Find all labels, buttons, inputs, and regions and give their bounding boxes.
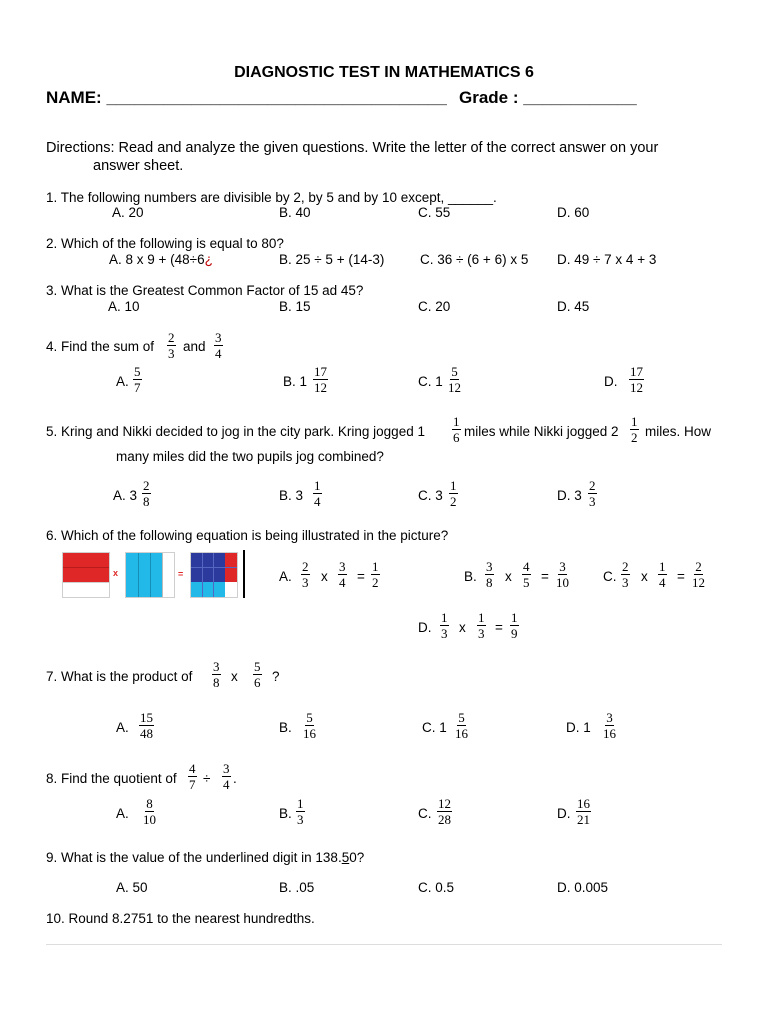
- question-5-choice-d-label: D. 3: [557, 488, 582, 503]
- numerator: 1: [631, 414, 638, 429]
- numerator: 3: [559, 559, 566, 574]
- numerator: 1: [314, 478, 321, 493]
- question-6-choice-c-fraction-3: [692, 560, 705, 589]
- numerator: 3: [223, 761, 230, 776]
- question-2-glitch-mark: ¿: [204, 252, 213, 267]
- question-5-stem-part-3: miles. How: [645, 424, 712, 439]
- denominator: 16: [303, 726, 316, 741]
- denominator: 8: [143, 494, 150, 509]
- numerator: 3: [215, 330, 222, 345]
- question-1-choice-b: B. 40: [279, 205, 311, 220]
- question-6-choice-c-fraction-2: [658, 560, 667, 589]
- question-4-choice-c-label: C. 1: [418, 374, 443, 389]
- question-8-divide: ÷: [203, 771, 211, 786]
- denominator: 21: [577, 812, 590, 827]
- numerator: 1: [372, 559, 379, 574]
- denominator: 3: [168, 346, 175, 361]
- denominator: 2: [372, 575, 379, 590]
- numerator: 2: [302, 559, 309, 574]
- question-8-choice-c-fraction: [437, 797, 452, 826]
- numerator: 5: [306, 710, 313, 725]
- numerator: 3: [339, 559, 346, 574]
- numerator: 3: [213, 659, 220, 674]
- question-9-stem-pre: 9. What is the value of the underlined digit in 138.: [46, 850, 342, 865]
- numerator: 2: [589, 478, 596, 493]
- question-6-choice-b-equals: =: [541, 569, 549, 584]
- denominator: 12: [630, 380, 643, 395]
- question-5-fraction-2: [630, 415, 639, 444]
- denominator: 48: [140, 726, 153, 741]
- question-6-stem: 6. Which of the following equation is being illustrated in the picture?: [46, 528, 449, 543]
- numerator: 2: [168, 330, 175, 345]
- question-3-choice-c: C. 20: [418, 299, 451, 314]
- question-8-choice-a-fraction: [143, 797, 156, 826]
- denominator: 12: [314, 380, 327, 395]
- question-4-choice-a-fraction: [133, 365, 142, 394]
- question-6-choice-d-equals: =: [495, 620, 503, 635]
- numerator: 3: [606, 710, 613, 725]
- question-9-stem-post: 0?: [349, 850, 365, 865]
- question-2-choice-a: [109, 252, 213, 267]
- question-6-choice-c-label: C.: [603, 569, 617, 584]
- numerator: 5: [451, 364, 458, 379]
- denominator: 3: [622, 575, 629, 590]
- question-7-question-mark: ?: [272, 669, 280, 684]
- denominator: 3: [589, 494, 596, 509]
- fraction-model-red-thirds: [62, 552, 110, 598]
- question-6-choice-c-times: x: [641, 569, 648, 584]
- question-5-choice-a-fraction: [142, 479, 151, 508]
- denominator: 4: [339, 575, 346, 590]
- denominator: 3: [302, 575, 309, 590]
- denominator: 8: [486, 575, 493, 590]
- page-title: DIAGNOSTIC TEST IN MATHEMATICS 6: [234, 64, 534, 81]
- question-9-underlined-digit: 5: [341, 850, 350, 865]
- question-2-choice-b: B. 25 ÷ 5 + (14-3): [279, 252, 385, 267]
- denominator: 28: [438, 812, 451, 827]
- grade-field-label: Grade : ____________: [459, 88, 637, 107]
- question-8-choice-c-label: C.: [418, 806, 432, 821]
- numerator: 4: [523, 559, 530, 574]
- numerator: 1: [511, 610, 518, 625]
- question-5-choice-b-label: B. 3: [279, 488, 304, 503]
- question-6-choice-a-equals: =: [357, 569, 365, 584]
- grid-line: [202, 553, 203, 597]
- question-2-choice-d: D. 49 ÷ 7 x 4 + 3: [557, 252, 657, 267]
- question-10-stem: 10. Round 8.2751 to the nearest hundredths.: [46, 911, 315, 926]
- denominator: 5: [523, 575, 530, 590]
- question-2-choice-c: C. 36 ÷ (6 + 6) x 5: [420, 252, 529, 267]
- picture-times-symbol: x: [113, 568, 119, 578]
- denominator: 12: [448, 380, 461, 395]
- numerator: 17: [630, 364, 643, 379]
- question-7-times: x: [231, 669, 238, 684]
- question-6-choice-a-label: A.: [279, 569, 292, 584]
- question-6-choice-a-times: x: [321, 569, 328, 584]
- grid-line: [150, 553, 151, 597]
- question-5-choice-a-label: A. 3: [113, 488, 138, 503]
- question-6-choice-d-times: x: [459, 620, 466, 635]
- directions-line-2: answer sheet.: [93, 158, 184, 174]
- denominator: 4: [215, 346, 222, 361]
- question-4-stem: 4. Find the sum of: [46, 339, 155, 354]
- denominator: 2: [631, 430, 638, 445]
- question-8-choice-b-fraction: [296, 797, 305, 826]
- question-9-choice-b: B. .05: [279, 880, 315, 895]
- numerator: 1: [441, 610, 448, 625]
- question-4-fraction-2: [214, 331, 223, 360]
- question-6-choice-d-fraction-2: [477, 611, 486, 640]
- numerator: 1: [297, 796, 304, 811]
- question-9-choice-d: D. 0.005: [557, 880, 609, 895]
- grid-line: [191, 567, 237, 568]
- denominator: 3: [478, 626, 485, 641]
- question-6-choice-b-label: B.: [464, 569, 477, 584]
- grid-line: [213, 553, 214, 597]
- question-5-choice-b-fraction: [313, 479, 322, 508]
- question-7-choice-a-fraction: [139, 711, 154, 740]
- numerator: 4: [189, 761, 196, 776]
- denominator: 10: [143, 812, 156, 827]
- question-5-stem-part-2: miles while Nikki jogged 2: [464, 424, 619, 439]
- question-7-choice-c-label: C. 1: [422, 720, 447, 735]
- question-9-stem: [46, 850, 364, 865]
- question-4-choice-d-fraction: [629, 365, 644, 394]
- denominator: 3: [297, 812, 304, 827]
- question-6-choice-a-fraction-1: [301, 560, 310, 589]
- denominator: 2: [450, 494, 457, 509]
- numerator: 2: [695, 559, 702, 574]
- denominator: 8: [213, 675, 220, 690]
- numerator: 15: [140, 710, 153, 725]
- question-7-fraction-2: [253, 660, 262, 689]
- question-4-choice-b-fraction: [313, 365, 328, 394]
- question-6-choice-c-equals: =: [677, 569, 685, 584]
- question-7-fraction-1: [212, 660, 221, 689]
- question-3-choice-a: A. 10: [108, 299, 140, 314]
- question-9-choice-c: C. 0.5: [418, 880, 455, 895]
- denominator: 16: [455, 726, 468, 741]
- question-7-choice-d-label: D. 1: [566, 720, 591, 735]
- question-8-fraction-2: [222, 762, 231, 791]
- question-4-and: and: [183, 339, 206, 354]
- shaded-region: [126, 553, 162, 597]
- grid-line: [138, 553, 139, 597]
- question-5-fraction-1: [452, 415, 461, 444]
- directions-line-1: Directions: Read and analyze the given questions. Write the letter of the correct answer on your: [46, 140, 659, 156]
- question-6-choice-d-fraction-1: [440, 611, 449, 640]
- question-5-choice-c-fraction: [449, 479, 458, 508]
- cyan-only-region: [191, 582, 225, 597]
- question-8-choice-d-fraction: [576, 797, 591, 826]
- denominator: 6: [254, 675, 261, 690]
- question-6-choice-b-fraction-2: [522, 560, 531, 589]
- question-9-choice-a: A. 50: [116, 880, 148, 895]
- page-bottom-divider: [46, 944, 722, 945]
- numerator: 1: [659, 559, 666, 574]
- question-7-choice-b-label: B.: [279, 720, 292, 735]
- question-5-choice-d-fraction: [588, 479, 597, 508]
- numerator: 5: [254, 659, 261, 674]
- question-8-choice-a-label: A.: [116, 806, 129, 821]
- question-8-stem: 8. Find the quotient of: [46, 771, 177, 786]
- question-1-choice-c: C. 55: [418, 205, 451, 220]
- numerator: 12: [438, 796, 451, 811]
- question-4-choice-c-fraction: [448, 365, 461, 394]
- denominator: 7: [134, 380, 141, 395]
- question-1-choice-d: D. 60: [557, 205, 590, 220]
- numerator: 3: [486, 559, 493, 574]
- numerator: 16: [577, 796, 590, 811]
- denominator: 16: [603, 726, 616, 741]
- question-8-choice-b-label: B.: [279, 806, 292, 821]
- grid-line: [63, 567, 109, 568]
- question-7-choice-d-fraction: [603, 711, 616, 740]
- denominator: 10: [556, 575, 569, 590]
- numerator: 1: [450, 478, 457, 493]
- question-7-choice-b-fraction: [303, 711, 316, 740]
- denominator: 4: [314, 494, 321, 509]
- question-3-choice-d: D. 45: [557, 299, 590, 314]
- name-field-label: NAME: ____________________________________: [46, 88, 447, 107]
- question-3-choice-b: B. 15: [279, 299, 311, 314]
- question-6-choice-d-fraction-3: [510, 611, 519, 640]
- denominator: 12: [692, 575, 705, 590]
- question-2-choice-a-text: A. 8 x 9 + (48÷6: [109, 252, 205, 267]
- numerator: 1: [453, 414, 460, 429]
- numerator: 8: [146, 796, 153, 811]
- numerator: 2: [622, 559, 629, 574]
- numerator: 5: [134, 364, 141, 379]
- grid-line: [63, 582, 109, 583]
- picture-separator: [243, 550, 245, 598]
- question-4-choice-b-label: B. 1: [283, 374, 308, 389]
- denominator: 9: [511, 626, 518, 641]
- numerator: 17: [314, 364, 327, 379]
- question-1-choice-a: A. 20: [112, 205, 144, 220]
- question-6-choice-a-fraction-3: [371, 560, 380, 589]
- question-5-choice-c-label: C. 3: [418, 488, 443, 503]
- numerator: 2: [143, 478, 150, 493]
- question-6-choice-b-fraction-3: [556, 560, 569, 589]
- question-7-stem: 7. What is the product of: [46, 669, 193, 684]
- question-7-choice-c-fraction: [455, 711, 468, 740]
- question-6-choice-a-fraction-2: [338, 560, 347, 589]
- question-6-choice-d-label: D.: [418, 620, 432, 635]
- question-6-choice-b-fraction-1: [485, 560, 494, 589]
- denominator: 7: [189, 777, 196, 792]
- fraction-model-product: [190, 552, 238, 598]
- grid-line: [162, 553, 163, 597]
- question-4-choice-d-label: D.: [604, 374, 618, 389]
- question-6-choice-b-times: x: [505, 569, 512, 584]
- question-5-stem-line-2: many miles did the two pupils jog combined?: [116, 449, 384, 464]
- fraction-model-cyan-quarters: [125, 552, 175, 598]
- question-7-choice-a-label: A.: [116, 720, 129, 735]
- question-4-fraction-1: [167, 331, 176, 360]
- denominator: 4: [659, 575, 666, 590]
- numerator: 5: [458, 710, 465, 725]
- denominator: 6: [453, 430, 460, 445]
- question-2-stem: 2. Which of the following is equal to 80?: [46, 236, 284, 251]
- question-1-stem: 1. The following numbers are divisible by 2, by 5 and by 10 except, ______.: [46, 190, 497, 205]
- picture-equals-symbol: =: [178, 569, 184, 579]
- question-8-period: .: [233, 771, 237, 786]
- denominator: 4: [223, 777, 230, 792]
- question-6-choice-c-fraction-1: [621, 560, 630, 589]
- question-8-choice-d-label: D.: [557, 806, 571, 821]
- question-4-choice-a-label: A.: [116, 374, 129, 389]
- question-3-stem: 3. What is the Greatest Common Factor of 15 ad 45?: [46, 283, 364, 298]
- question-8-fraction-1: [188, 762, 197, 791]
- denominator: 3: [441, 626, 448, 641]
- numerator: 1: [478, 610, 485, 625]
- question-5-stem-part-1: 5. Kring and Nikki decided to jog in the city park. Kring jogged 1: [46, 424, 425, 439]
